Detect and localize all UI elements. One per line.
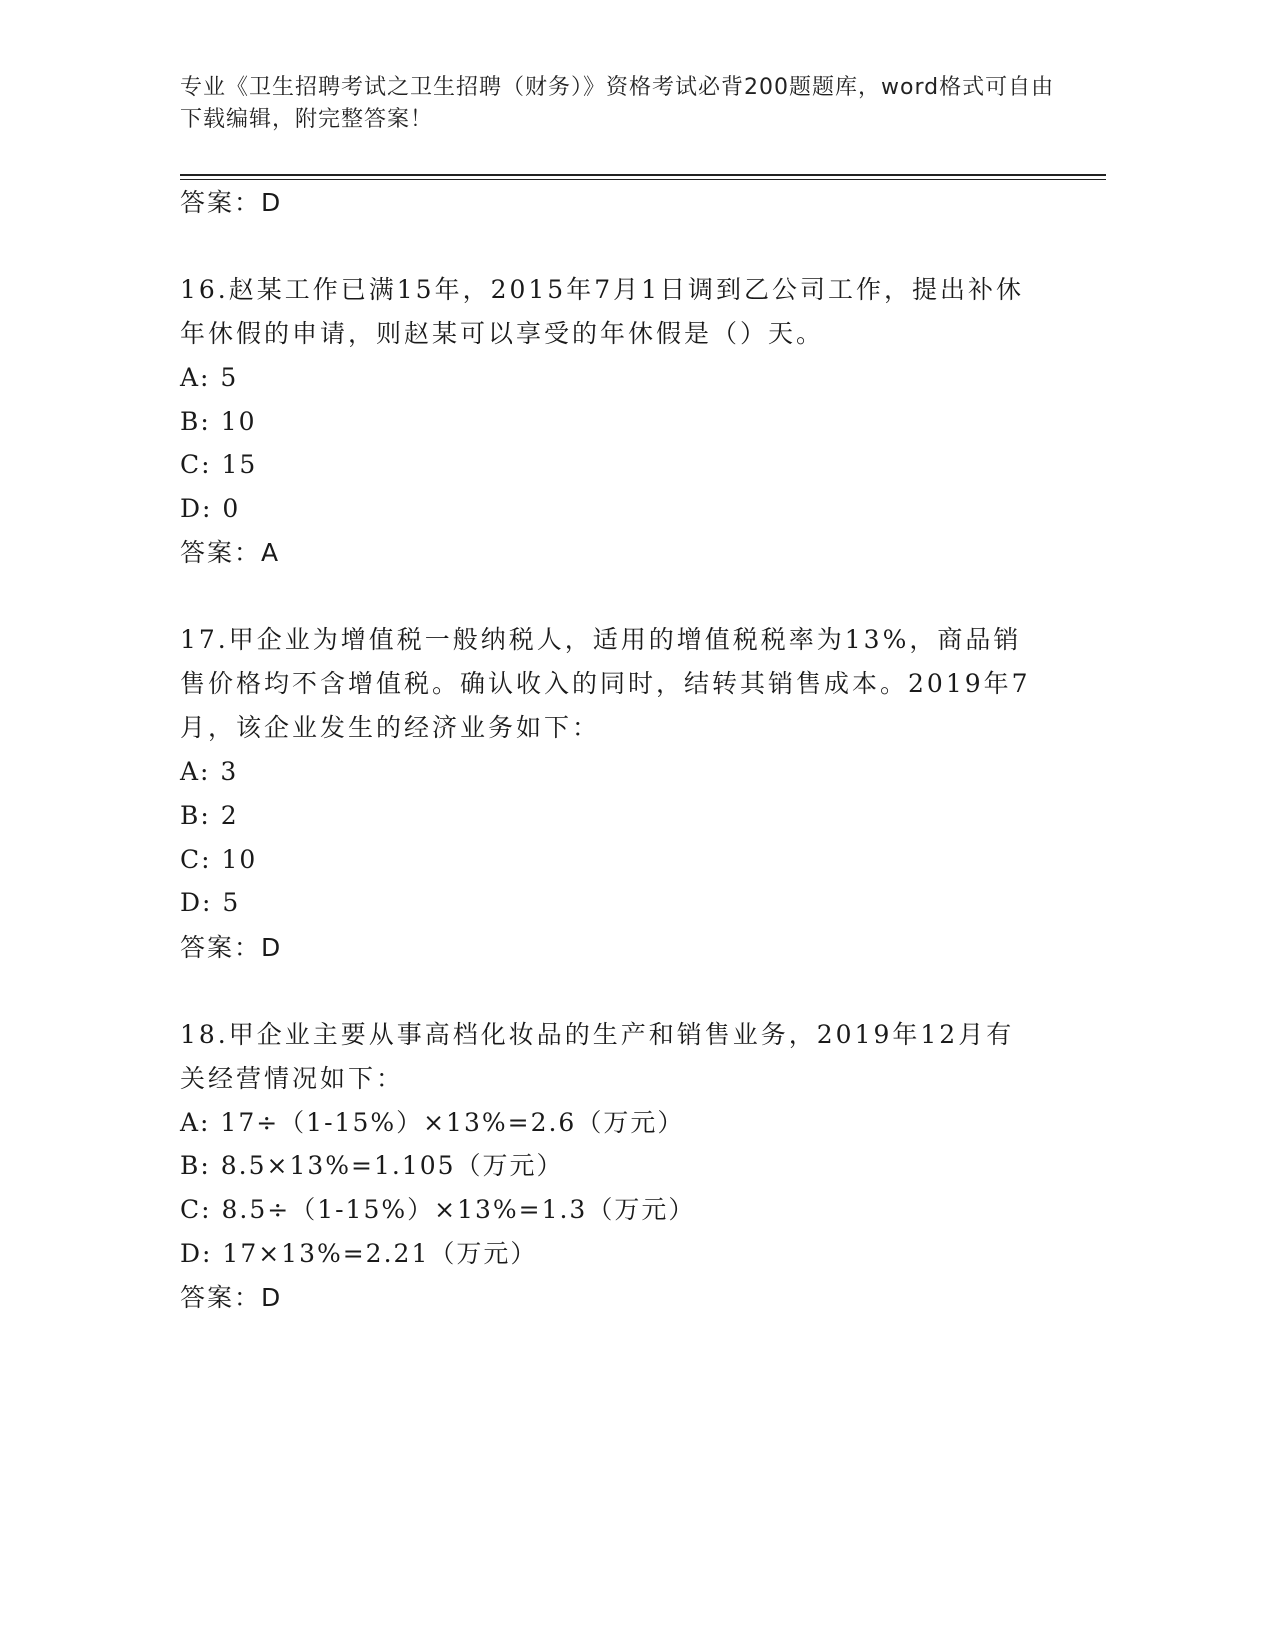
option-c: C: 15 (180, 450, 258, 480)
answer-line: 答案：D (180, 1283, 283, 1313)
answer-line: 答案：D (180, 932, 283, 962)
option-c: C: 10 (180, 844, 258, 874)
option-b: B: 2 (180, 800, 239, 830)
option-d: D: 0 (180, 493, 241, 523)
option-b: B: 8.5×13%=1.105（万元） (180, 1151, 564, 1181)
option-b: B: 10 (180, 406, 257, 436)
option-d: D: 5 (180, 888, 241, 918)
question-stem: 18.甲企业主要从事高档化妆品的生产和销售业务，2019年12月有关经营情况如下： (180, 1019, 1015, 1093)
header-rule-thick (180, 174, 1106, 176)
option-d: D: 17×13%=2.21（万元） (180, 1238, 538, 1268)
question-block-17 (180, 618, 1040, 969)
question-stem: 16.赵某工作已满15年，2015年7月1日调到乙公司工作，提出补休年休假的申请，则赵某可以享受的年休假是（）天。 (180, 275, 1025, 348)
document-header: 专业《卫生招聘考试之卫生招聘（财务）》资格考试必背200题题库，word格式可自由下载编辑，附完整答案！ (180, 75, 1055, 132)
answer-line: 答案：A (180, 538, 281, 568)
question-block-18 (180, 1013, 1040, 1320)
option-a: A: 3 (180, 757, 239, 787)
question-list (180, 180, 1040, 1320)
option-a: A: 5 (180, 363, 239, 392)
option-c: C: 8.5÷（1-15%）×13%=1.3（万元） (180, 1194, 696, 1224)
option-a: A: 17÷（1-15%）×13%=2.6（万元） (180, 1107, 685, 1137)
question-stem: 17.甲企业为增值税一般纳税人，适用的增值税税率为13%，商品销售价格均不含增值税。确认收入的同时，结转其销售成本。2019年7月，该企业发生的经济业务如下： (180, 625, 1031, 743)
answer-line: 答案：D (180, 188, 283, 217)
question-block-16 (180, 268, 1040, 575)
